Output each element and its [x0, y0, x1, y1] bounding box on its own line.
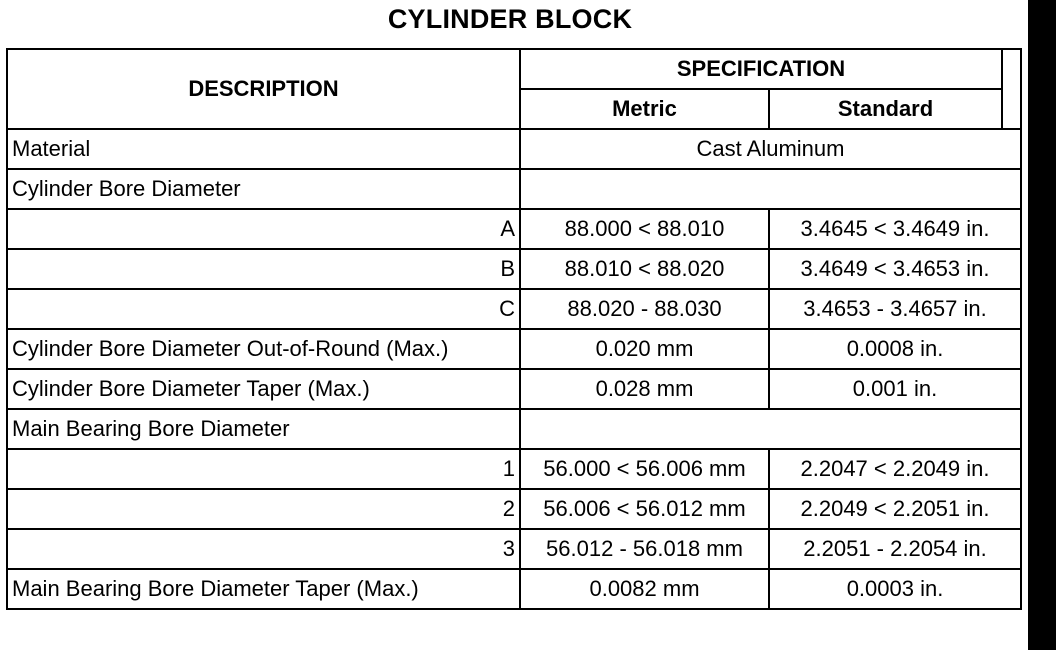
- row-label: Cylinder Bore Diameter Out-of-Round (Max.): [7, 329, 520, 369]
- table-row: [7, 529, 1021, 569]
- standard-cell: 3.4645 < 3.4649 in.: [769, 209, 1021, 249]
- standard-cell: 3.4653 - 3.4657 in.: [769, 289, 1021, 329]
- metric-cell: 56.012 - 56.018 mm: [520, 529, 769, 569]
- row-label: 3: [7, 529, 520, 569]
- metric-cell: 88.000 < 88.010: [520, 209, 769, 249]
- metric-header: Metric: [520, 89, 769, 129]
- row-label: Material: [7, 129, 520, 169]
- metric-cell: 88.010 < 88.020: [520, 249, 769, 289]
- table-row: [7, 249, 1021, 289]
- standard-cell: 0.0008 in.: [769, 329, 1021, 369]
- standard-cell: 3.4649 < 3.4653 in.: [769, 249, 1021, 289]
- description-header: DESCRIPTION: [7, 49, 520, 129]
- standard-cell: 0.0003 in.: [769, 569, 1021, 609]
- table-row: [7, 489, 1021, 529]
- row-label: Cylinder Bore Diameter Taper (Max.): [7, 369, 520, 409]
- row-label: C: [7, 289, 520, 329]
- metric-cell: 0.020 mm: [520, 329, 769, 369]
- metric-cell: 0.0082 mm: [520, 569, 769, 609]
- row-label: 2: [7, 489, 520, 529]
- header-row: [7, 49, 1021, 89]
- metric-cell: 56.006 < 56.012 mm: [520, 489, 769, 529]
- row-label: A: [7, 209, 520, 249]
- metric-cell: 0.028 mm: [520, 369, 769, 409]
- standard-header: Standard: [769, 89, 1002, 129]
- row-label: Main Bearing Bore Diameter: [7, 409, 520, 449]
- row-label: 1: [7, 449, 520, 489]
- row-label: Main Bearing Bore Diameter Taper (Max.): [7, 569, 520, 609]
- spec-table: [6, 48, 1022, 610]
- row-label: Cylinder Bore Diameter: [7, 169, 520, 209]
- empty-cell: [520, 409, 1021, 449]
- table-row: [7, 569, 1021, 609]
- page-title: CYLINDER BLOCK: [387, 4, 633, 34]
- row-label: B: [7, 249, 520, 289]
- specification-header: SPECIFICATION: [520, 49, 1002, 89]
- right-edge-bar: [1028, 0, 1056, 650]
- standard-cell: 0.001 in.: [769, 369, 1021, 409]
- table-row: [7, 129, 1021, 169]
- standard-cell: 2.2049 < 2.2051 in.: [769, 489, 1021, 529]
- table-row: [7, 329, 1021, 369]
- gutter-cell: [1002, 49, 1021, 129]
- table-row: [7, 449, 1021, 489]
- metric-cell: 56.000 < 56.006 mm: [520, 449, 769, 489]
- table-row: [7, 369, 1021, 409]
- table-row: [7, 169, 1021, 209]
- standard-cell: 2.2051 - 2.2054 in.: [769, 529, 1021, 569]
- table-row: [7, 409, 1021, 449]
- standard-cell: 2.2047 < 2.2049 in.: [769, 449, 1021, 489]
- table-row: [7, 289, 1021, 329]
- row-value: Cast Aluminum: [520, 129, 1021, 169]
- table-row: [7, 209, 1021, 249]
- metric-cell: 88.020 - 88.030: [520, 289, 769, 329]
- empty-cell: [520, 169, 1021, 209]
